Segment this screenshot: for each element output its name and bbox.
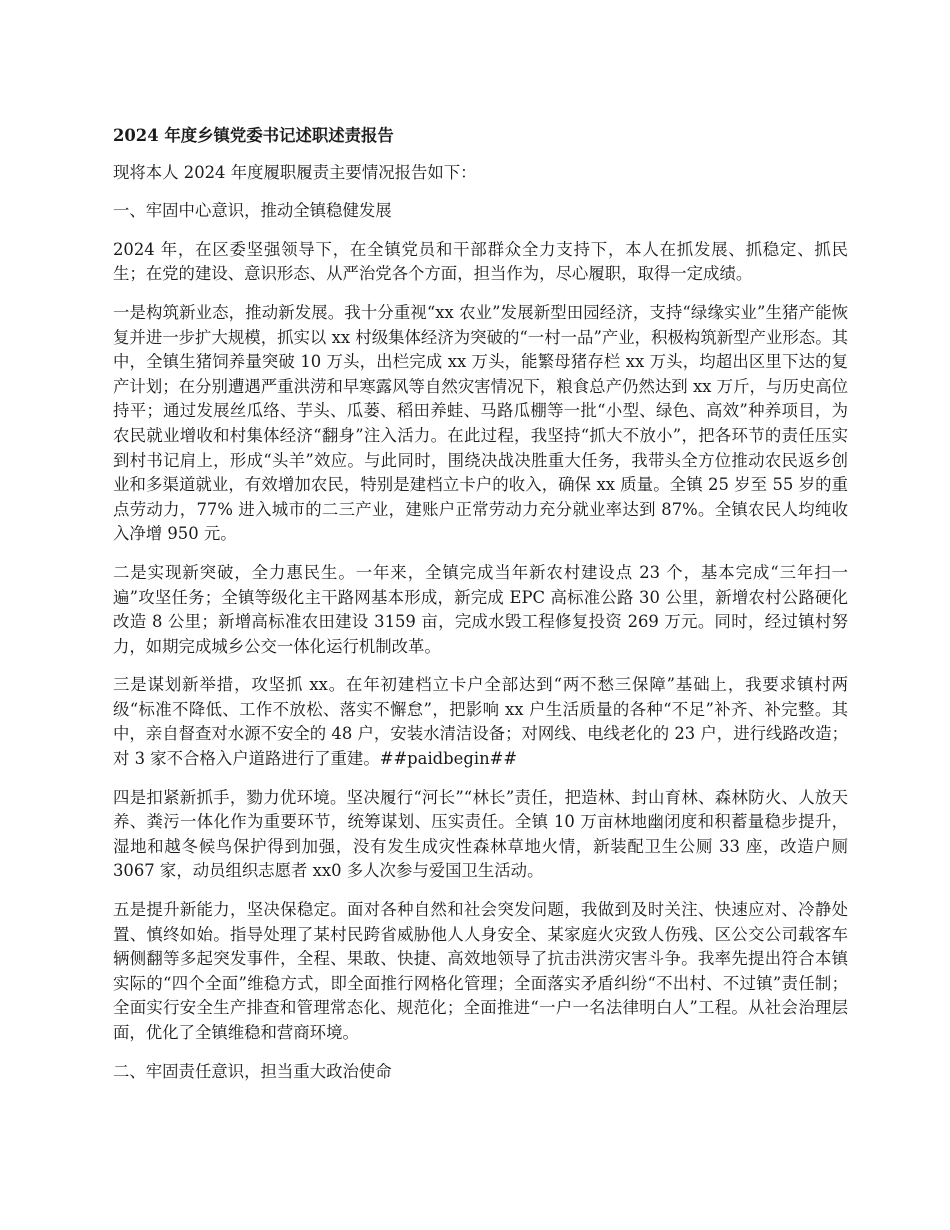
body-paragraph: 二是实现新突破，全力惠民生。一年来，全镇完成当年新农村建设点 23 个，基本完成“三年扫一遍”攻坚任务；全镇等级化主干路网基本形成，新完成 EPC 高标准公路 30 公里，新增农村公路硬化改造 8 公里；新增高标准农田建设 3159 亩，完成水毁工程修复投资 269 万元。同时，经过镇村努力，如期完成城乡公交一体化运行机制改革。	[113, 562, 848, 656]
body-paragraph: 四是扣紧新抓手，勠力优环境。坚决履行“河长”“林长”责任，把造林、封山育林、森林防火、人放天养、粪污一体化作为重要环节，统筹谋划、压实责任。全镇 10 万亩林地幽闭度和积蓄量稳步提升，湿地和越冬候鸟保护得到加强，没有发生成灾性森林草地火情，新装配卫生公厕 33 座，改造户厕 3067 家，动员组织志愿者 xx0 多人次参与爱国卫生活动。	[113, 787, 848, 881]
document-title: 2024 年度乡镇党委书记述职述责报告	[113, 126, 394, 145]
body-paragraph: 五是提升新能力，坚决保稳定。面对各种自然和社会突发问题，我做到及时关注、快速应对、冷静处置、慎终如始。指导处理了某村民跨省威胁他人人身安全、某家庭火灾致人伤残、区公交公司载客车辆侧翻等多起突发事件，全程、果敢、快捷、高效地领导了抗击洪涝灾害斗争。我率先提出符合本镇实际的“四个全面”维稳方式，即全面推行网格化管理；全面落实矛盾纠纷“不出村、不过镇”责任制；全面实行安全生产排查和管理常态化、规范化；全面推进“一户一名法律明白人”工程。从社会治理层面，优化了全镇维稳和营商环境。	[113, 900, 848, 1042]
body-paragraph: 一是构筑新业态，推动新发展。我十分重视“xx 农业”发展新型田园经济，支持“绿缘实业”生猪产能恢复并进一步扩大规模，抓实以 xx 村级集体经济为突破的“一村一品”产业，积极构筑新型产业形态。其中，全镇生猪饲养量突破 10 万头，出栏完成 xx 万头，能繁母猪存栏 xx 万头，均超出区里下达的复产计划；在分别遭遇严重洪涝和早寒露风等自然灾害情况下，粮食总产仍然达到 xx 万斤，与历史高位持平；通过发展丝瓜络、芋头、瓜蒌、稻田养蛙、马路瓜棚等一批“小型、绿色、高效”种养项目，为农民就业增收和村集体经济“翻身”注入活力。在此过程，我坚持“抓大不放小”，把各环节的责任压实到村书记肩上，形成“头羊”效应。与此同时，围绕决战决胜重大任务，我带头全方位推动农民返乡创业和多渠道就业，有效增加农民，特别是建档立卡户的收入，确保 xx 质量。全镇 25 岁至 55 岁的重点劳动力，77% 进入城市的二三产业，建账户正常劳动力充分就业率达到 87%。全镇农民人均纯收入净增 950 元。	[113, 302, 848, 544]
body-paragraph: 三是谋划新举措，攻坚抓 xx。在年初建档立卡户全部达到“两不愁三保障”基础上，我要求镇村两级“标准不降低、工作不放松、落实不懈怠”，把影响 xx 户生活质量的各种“不足”补齐、补完整。其中，亲自督查对水源不安全的 48 户，安装水清洁设备；对网线、电线老化的 23 户，进行线路改造；对 3 家不合格入户道路进行了重建。##paidbegin##	[113, 675, 848, 769]
body-paragraph: 2024 年，在区委坚强领导下，在全镇党员和干部群众全力支持下，本人在抓发展、抓稳定、抓民生；在党的建设、意识形态、从严治党各个方面，担当作为，尽心履职，取得一定成绩。	[113, 239, 848, 284]
section-heading-2: 二、牢固责任意识，担当重大政治使命	[113, 1061, 392, 1081]
document-body	[113, 124, 848, 1098]
section-heading-1: 一、牢固中心意识，推动全镇稳健发展	[113, 201, 392, 221]
intro-paragraph: 现将本人 2024 年度履职履责主要情况报告如下：	[113, 162, 477, 182]
